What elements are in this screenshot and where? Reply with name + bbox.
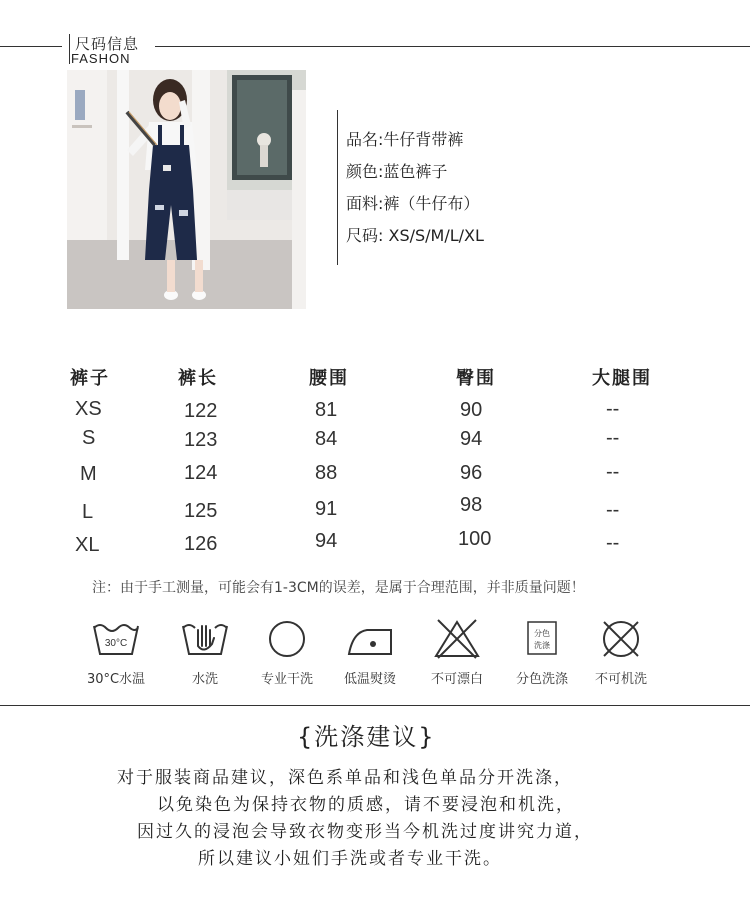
- table-cell-hip: 98: [460, 494, 483, 516]
- care-item-hand-wash: [160, 618, 250, 687]
- washing-line: 因过久的浸泡会导致衣物变形当今机洗过度讲究力道，: [137, 822, 593, 842]
- table-cell-length: 122: [184, 400, 218, 422]
- table-cell-hip: 96: [460, 462, 483, 484]
- table-cell-waist: 84: [315, 428, 338, 450]
- hand-wash-icon: [180, 618, 230, 660]
- care-item-dry-clean: [242, 618, 332, 687]
- table-cell-thigh: --: [606, 532, 620, 554]
- low-iron-icon: [345, 618, 395, 660]
- table-header-pants: 裤子: [70, 368, 110, 389]
- product-name: 品名:牛仔背带裤: [346, 130, 464, 149]
- care-label: 专业干洗: [260, 672, 313, 687]
- care-item-separate-wash: [497, 618, 587, 687]
- care-label: 分色洗涤: [515, 672, 568, 687]
- washing-line: 所以建议小妞们手洗或者专业干洗。: [198, 849, 502, 869]
- care-item-no-bleach: [412, 618, 502, 687]
- table-cell-hip: 100: [458, 528, 492, 550]
- header-line-left: [0, 46, 62, 47]
- care-label: 水洗: [191, 672, 218, 687]
- measurement-note: 注：由于手工测量，可能会有1-3CM的误差，是属于合理范围，并非质量问题！: [92, 580, 585, 596]
- wash-30-icon: [91, 618, 141, 660]
- table-cell-length: 123: [184, 429, 218, 451]
- care-item-30c: [71, 618, 161, 687]
- wash-30-badge: 30°C: [104, 638, 128, 649]
- separate-wash-icon: [517, 618, 567, 660]
- table-cell-thigh: --: [606, 398, 620, 420]
- dry-clean-icon: [262, 618, 312, 660]
- svg-text:洗涤: 洗涤: [534, 641, 550, 650]
- table-cell-waist: 88: [315, 462, 338, 484]
- table-cell-thigh: --: [606, 499, 620, 521]
- table-cell-size: XS: [75, 398, 102, 420]
- product-size: 尺码: XS/S/M/L/XL: [346, 226, 484, 245]
- table-header-length: 裤长: [178, 368, 218, 389]
- table-header-hip: 臀围: [456, 368, 496, 389]
- table-cell-size: M: [80, 463, 97, 485]
- header-divider: [69, 34, 70, 64]
- table-cell-hip: 90: [460, 399, 483, 421]
- product-color: 颜色:蓝色裤子: [346, 162, 448, 181]
- svg-text:分色: 分色: [534, 629, 550, 638]
- care-label: 低温熨烫: [343, 672, 396, 687]
- table-cell-waist: 94: [315, 530, 338, 552]
- care-label: 30°C水温: [86, 672, 146, 687]
- table-cell-waist: 91: [315, 498, 338, 520]
- care-label: 不可漂白: [430, 672, 483, 687]
- washing-line: 以免染色为保持衣物的质感，请不要浸泡和机洗，: [157, 795, 575, 815]
- header-line-right: [155, 46, 750, 47]
- table-cell-length: 126: [184, 533, 218, 555]
- header-title-en: FASHON: [71, 51, 131, 66]
- care-label: 不可机洗: [594, 672, 647, 687]
- care-item-no-machine-wash: [576, 618, 666, 687]
- table-cell-size: L: [82, 501, 94, 523]
- washing-title: {洗涤建议}: [297, 723, 436, 751]
- table-cell-waist: 81: [315, 399, 338, 421]
- table-header-thigh: 大腿围: [592, 368, 652, 389]
- table-cell-size: XL: [75, 534, 100, 556]
- section-divider: [0, 705, 750, 706]
- info-divider: [337, 110, 338, 265]
- care-item-low-iron: [325, 618, 415, 687]
- product-fabric: 面料:裤（牛仔布）: [346, 194, 480, 213]
- table-cell-size: S: [82, 427, 96, 449]
- table-cell-hip: 94: [460, 428, 483, 450]
- no-bleach-icon: [432, 618, 482, 660]
- product-photo: [67, 70, 306, 309]
- table-cell-length: 125: [184, 500, 218, 522]
- no-machine-wash-icon: [596, 618, 646, 660]
- table-cell-thigh: --: [606, 461, 620, 483]
- header-title-cn: 尺码信息: [75, 35, 140, 53]
- washing-line: 对于服装商品建议，深色系单品和浅色单品分开洗涤，: [117, 768, 573, 788]
- table-cell-thigh: --: [606, 427, 620, 449]
- table-header-waist: 腰围: [309, 368, 349, 389]
- table-cell-length: 124: [184, 462, 218, 484]
